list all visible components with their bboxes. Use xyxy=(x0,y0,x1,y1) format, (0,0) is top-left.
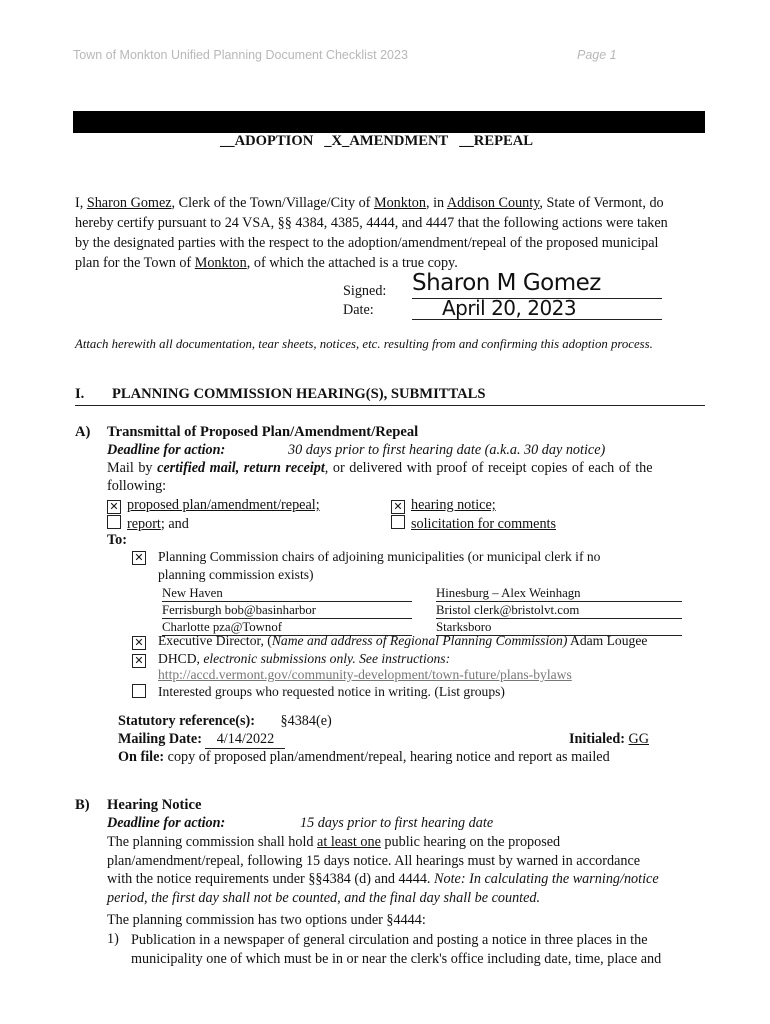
mail-instruction: Mail by certified mail, return receipt, or delivered with proof of receipt copies of each of the xyxy=(107,460,653,476)
deadline-label: Deadline for action: xyxy=(107,442,226,458)
signed-label: Signed: xyxy=(343,283,387,299)
statutory-reference: Statutory reference(s): §4384(e) xyxy=(118,713,332,729)
town-name: Monkton xyxy=(373,195,426,211)
option-1-text: Publication in a newspaper of general circulation and posting a notice in three places in the municipality one of which must be in or near the clerk's office including date, time, place and xyxy=(131,932,662,967)
document-header-title: Town of Monkton Unified Planning Document Checklist 2023 xyxy=(73,48,408,62)
section-b-title: Hearing Notice xyxy=(107,797,202,813)
deadline-value: 30 days prior to first hearing date (a.k.a. 30 day notice) xyxy=(288,442,606,458)
page-number: Page 1 xyxy=(577,48,617,62)
certification-paragraph: I, Sharon Gomez, Clerk of the Town/Village/City of Monkton, in Addison County, State of Vermont, do hereby certify pursuant to 24 VSA, §§ 4384, 4385, 4444, and 4447 that the following actions were taken by the designated parties with the respect to the adoption/amendment/repeal of the proposed municipal plan for the Town of Monkton, of which the attached is a true copy. xyxy=(75,195,668,271)
dhcd-line: DHCD, electronic submissions only. See instructions: xyxy=(158,651,451,666)
checkbox-hearing-notice: ✕ hearing notice; xyxy=(391,497,496,514)
action-type-line xyxy=(220,133,533,150)
unchecked-box-icon xyxy=(107,515,121,529)
section-b-label: B) xyxy=(75,797,90,813)
adoption-option: __ADOPTION xyxy=(220,133,314,149)
section-a-label: A) xyxy=(75,424,91,440)
checkbox-report: report; and xyxy=(107,515,189,533)
interested-groups-line: Interested groups who requested notice in writing. (List groups) xyxy=(158,684,505,699)
adjoining-towns-left: New Haven Ferrisburgh bob@basinharbor Charlotte pza@Townof xyxy=(162,585,412,636)
clerk-name: Sharon Gomez xyxy=(86,195,172,211)
initialed: Initialed: GG xyxy=(569,731,650,747)
on-file: On file: copy of proposed plan/amendment/repeal, hearing notice and report as mailed xyxy=(118,749,610,765)
section-heading: I. PLANNING COMMISSION HEARING(S), SUBMITTALS xyxy=(75,386,705,406)
deadline-value: 15 days prior to first hearing date xyxy=(300,815,494,831)
handwritten-signature: Sharon M Gomez xyxy=(412,270,662,299)
checkbox-proposed-plan: ✕ proposed plan/amendment/repeal; xyxy=(107,497,320,514)
adjoining-towns-right: Hinesburg – Alex Weinhagn Bristol clerk@bristolvt.com Starksboro xyxy=(436,585,682,636)
unchecked-box-icon xyxy=(132,684,152,701)
checked-box-icon: ✕ xyxy=(107,500,121,514)
checked-box-icon: ✕ xyxy=(132,651,152,668)
executive-director-line: Executive Director, (Name and address of Regional Planning Commission) Adam Lougee xyxy=(158,633,648,648)
options-intro: The planning commission has two options under §4444: xyxy=(107,912,426,928)
handwritten-date: April 20, 2023 xyxy=(412,296,662,320)
amendment-option: _X_AMENDMENT xyxy=(324,133,449,149)
deadline-label: Deadline for action: xyxy=(107,815,226,831)
dhcd-instructions-link[interactable]: http://accd.vermont.gov/community-development/town-future/plans-bylaws xyxy=(158,667,572,682)
date-label: Date: xyxy=(343,302,374,318)
checked-box-icon: ✕ xyxy=(391,500,405,514)
repeal-option: __REPEAL xyxy=(459,133,533,149)
unchecked-box-icon xyxy=(391,515,405,529)
mailing-date: Mailing Date: 4/14/2022 xyxy=(118,731,285,749)
attach-note: Attach herewith all documentation, tear sheets, notices, etc. resulting from and confirming this adoption process. xyxy=(75,337,653,351)
to-label: To: xyxy=(107,532,127,548)
county-name: Addison County xyxy=(446,195,540,211)
checked-box-icon: ✕ xyxy=(132,633,152,650)
black-redaction-bar xyxy=(73,111,705,133)
checked-box-icon: ✕ xyxy=(132,548,152,565)
hearing-notice-paragraph: The planning commission shall hold at least one public hearing on the proposed plan/amendment/repeal, following 15 days notice. All hearings must by warned in accordance with the notice requirements under §§4384 (d) and 4444. Note: In calculating the warning/notice period, the first day shall not be counted, and the final day shall be counted. xyxy=(107,834,659,906)
checkbox-solicitation: solicitation for comments xyxy=(391,515,556,533)
pc-chairs-text: Planning Commission chairs of adjoining municipalities (or municipal clerk if no planning commission exists) xyxy=(158,549,601,582)
section-a-title: Transmittal of Proposed Plan/Amendment/Repeal xyxy=(107,424,419,440)
option-1-number: 1) xyxy=(107,931,119,947)
